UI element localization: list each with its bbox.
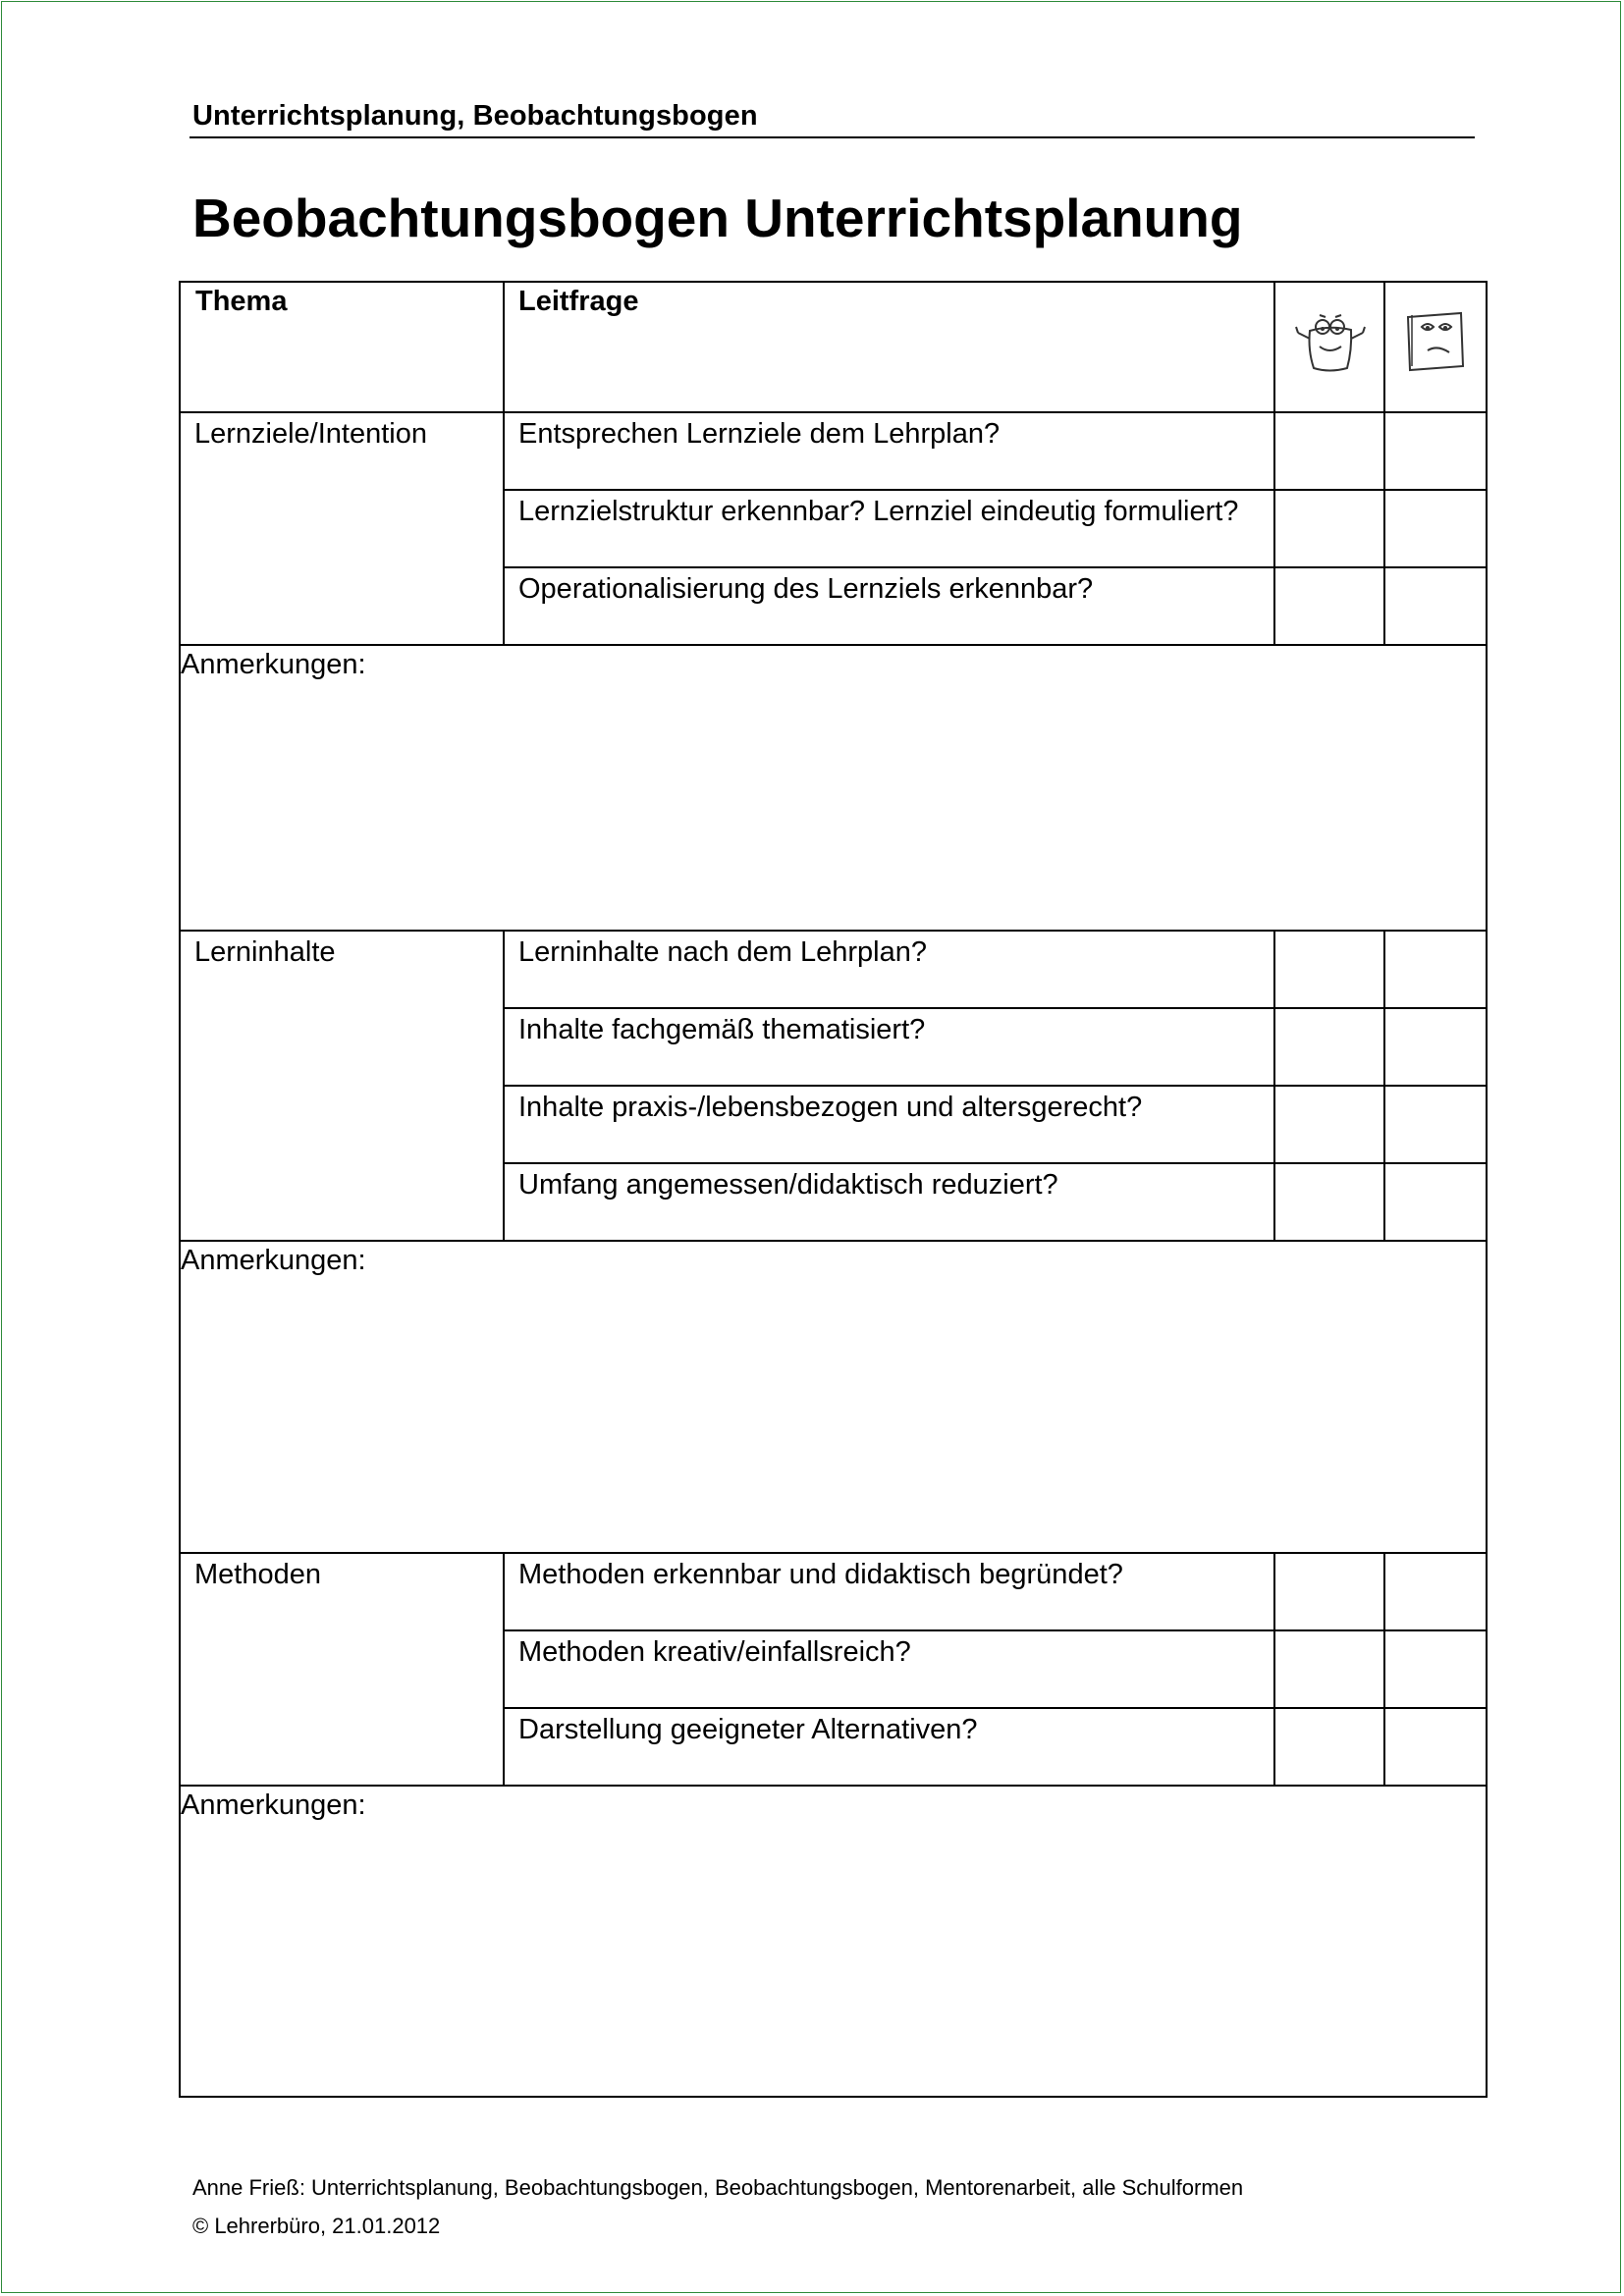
rating-positive-cell[interactable] [1274,1086,1384,1163]
rating-negative-cell[interactable] [1384,1163,1487,1241]
leitfrage-cell: Lerninhalte nach dem Lehrplan? [504,931,1274,1008]
anmerkungen-field[interactable] [180,1241,1487,1553]
rating-positive-cell[interactable] [1274,490,1384,567]
header-rule [189,136,1475,138]
rating-negative-cell[interactable] [1384,1008,1487,1086]
col-header-positive [1274,282,1384,412]
observation-table [179,281,1488,2098]
leitfrage-cell: Entsprechen Lernziele dem Lehrplan? [504,412,1274,490]
col-header-leitfrage: Leitfrage [504,282,1274,412]
page-title: Beobachtungsbogen Unterrichtsplanung [192,187,1243,248]
rating-negative-cell[interactable] [1384,490,1487,567]
leitfrage-cell: Methoden kreativ/einfallsreich? [504,1630,1274,1708]
rating-positive-cell[interactable] [1274,1163,1384,1241]
leitfrage-cell: Operationalisierung des Lernziels erkennbar? [504,567,1274,645]
rating-positive-cell[interactable] [1274,1553,1384,1630]
running-header: Unterrichtsplanung, Beobachtungsbogen [192,100,758,132]
rating-negative-cell[interactable] [1384,1708,1487,1786]
leitfrage-cell: Inhalte praxis-/lebensbezogen und altersgerecht? [504,1086,1274,1163]
col-header-thema: Thema [180,282,504,412]
anmerkungen-row [180,1241,1487,1553]
sad-face-icon [1398,305,1473,380]
rating-negative-cell[interactable] [1384,412,1487,490]
rating-negative-cell[interactable] [1384,1630,1487,1708]
col-header-negative [1384,282,1487,412]
anmerkungen-field[interactable] [180,645,1487,931]
thema-cell: Methoden [180,1553,504,1786]
footer-credit: Anne Frieß: Unterrichtsplanung, Beobachtungsbogen, Beobachtungsbogen, Mentorenarbeit, alle Schulformen [192,2175,1244,2200]
thema-cell: Lerninhalte [180,931,504,1241]
rating-positive-cell[interactable] [1274,931,1384,1008]
anmerkungen-label: Anmerkungen: [181,1789,366,1821]
rating-positive-cell[interactable] [1274,412,1384,490]
rating-positive-cell[interactable] [1274,1630,1384,1708]
question-row [180,931,1487,1008]
leitfrage-cell: Methoden erkennbar und didaktisch begründet? [504,1553,1274,1630]
anmerkungen-label: Anmerkungen: [181,649,366,680]
leitfrage-cell: Umfang angemessen/didaktisch reduziert? [504,1163,1274,1241]
rating-negative-cell[interactable] [1384,567,1487,645]
rating-negative-cell[interactable] [1384,931,1487,1008]
footer-copyright: © Lehrerbüro, 21.01.2012 [192,2214,441,2238]
leitfrage-cell: Darstellung geeigneter Alternativen? [504,1708,1274,1786]
anmerkungen-row [180,645,1487,931]
rating-positive-cell[interactable] [1274,1008,1384,1086]
leitfrage-cell: Inhalte fachgemäß thematisiert? [504,1008,1274,1086]
thema-cell: Lernziele/Intention [180,412,504,645]
question-row [180,412,1487,490]
anmerkungen-field[interactable] [180,1786,1487,2097]
happy-face-icon [1290,303,1369,382]
question-row [180,1553,1487,1630]
leitfrage-cell: Lernzielstruktur erkennbar? Lernziel eindeutig formuliert? [504,490,1274,567]
rating-negative-cell[interactable] [1384,1553,1487,1630]
table-header-row [180,282,1487,412]
anmerkungen-row [180,1786,1487,2097]
rating-negative-cell[interactable] [1384,1086,1487,1163]
rating-positive-cell[interactable] [1274,567,1384,645]
anmerkungen-label: Anmerkungen: [181,1245,366,1276]
rating-positive-cell[interactable] [1274,1708,1384,1786]
